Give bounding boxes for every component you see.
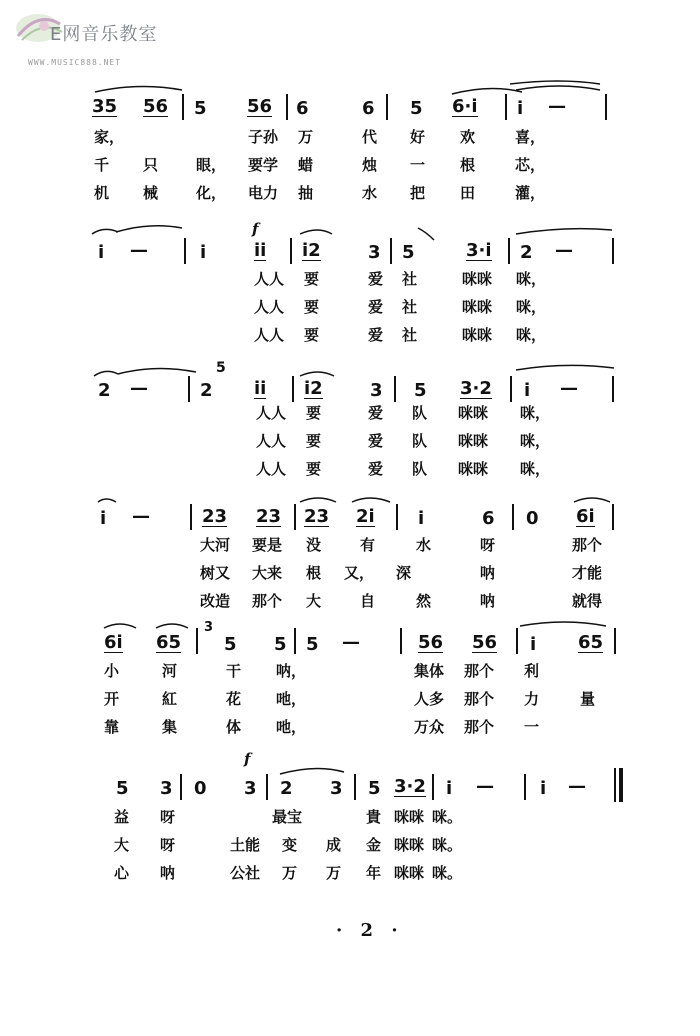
note: 5 [368,778,381,799]
lyric: 利 [524,662,540,680]
barline [266,774,268,800]
lyric: 靠 [104,718,120,736]
barline [524,774,526,800]
dash: — [132,506,150,527]
barline [180,774,182,800]
lyric: 咪。 [432,864,463,882]
lyric: 好 [410,128,426,146]
note: i2 [302,240,321,261]
barline [612,238,614,264]
barline [512,504,514,530]
barline [196,628,198,654]
lyric: 呐 [160,864,176,882]
note: 0 [526,508,539,529]
lyric: 只 [143,156,159,174]
lyric: 灌， [515,184,546,202]
system-3 [0,360,700,480]
lyric: 咪， [516,298,547,316]
lyric: 爱 [368,298,384,316]
lyric: 爱 [368,432,384,450]
lyric: 自 [360,592,376,610]
barline [605,94,607,120]
lyric: 力 [524,690,540,708]
lyric: 咪咪 [394,836,425,854]
lyric: 咪。 [432,808,463,826]
lyric: 花 [226,690,242,708]
system-1 [0,80,700,210]
lyric: 大来 [252,564,283,582]
note: 0 [194,778,207,799]
barline [290,238,292,264]
lyric: 深 [396,564,412,582]
note: 2 [280,778,293,799]
lyric: 那个 [464,662,495,680]
lyric: 人人 [254,270,285,288]
system-4 [0,492,700,612]
note: 56 [418,632,444,653]
lyric: 芯， [515,156,546,174]
note: i [517,98,524,119]
note: 5 [402,242,415,263]
note: 2 [200,380,213,401]
lyric: 那个 [464,718,495,736]
lyric: 貴 [366,808,382,826]
note: i [200,242,207,263]
system-6 [0,748,700,888]
system-6-slurs [0,748,700,788]
note: 3·2 [460,378,492,399]
lyric: 金 [366,836,382,854]
lyric: 变 [282,836,298,854]
lyric: 机 [94,184,110,202]
note: i [530,634,537,655]
lyric: 呐 [480,592,496,610]
lyric: 水 [416,536,432,554]
logo-url: WWW.MUSIC888.NET [28,58,122,67]
lyric: 大河 [200,536,231,554]
lyric: 呀 [160,836,176,854]
dash: — [130,378,148,399]
barline [286,94,288,120]
note: 3 [244,778,257,799]
note: i [540,778,547,799]
lyric: 爱 [368,326,384,344]
note: 5 [274,634,287,655]
lyric: 爱 [368,270,384,288]
dash: — [130,240,148,261]
note: 3 [368,242,381,263]
lyric: 喜， [515,128,546,146]
note: 35 [92,96,118,117]
barline [614,628,616,654]
lyric: 队 [412,404,428,422]
lyric: 电力 [248,184,279,202]
grace-note: 5 [216,360,226,376]
note: 2 [98,380,111,401]
lyric: 吔， [276,718,307,736]
lyric: 队 [412,432,428,450]
note: 6i [104,632,123,653]
lyric: 吔， [276,690,307,708]
lyric: 咪咪 [458,432,489,450]
lyric: 一 [524,718,540,736]
note: ii [254,378,267,399]
lyric: 公社 [230,864,261,882]
dash: — [555,240,573,261]
lyric: 社 [402,270,418,288]
note: i2 [304,378,323,399]
lyric: 田 [460,184,476,202]
barline [508,238,510,264]
barline [396,504,398,530]
note: 3·i [466,240,492,261]
note: 65 [578,632,604,653]
forte-marking: f [252,220,259,238]
lyric: 人人 [254,298,285,316]
lyric: 要 [306,460,322,478]
lyric: 就得 [572,592,603,610]
lyric: 根 [306,564,322,582]
lyric: 万 [326,864,342,882]
lyric: 要 [306,432,322,450]
lyric: 蜡 [298,156,314,174]
barline [390,238,392,264]
lyric: 千 [94,156,110,174]
note: 23 [202,506,228,527]
note: 5 [306,634,319,655]
lyric: 咪， [520,460,551,478]
lyric: 咪咪 [462,298,493,316]
lyric: 代 [362,128,378,146]
lyric: 才能 [572,564,603,582]
lyric: 然 [416,592,432,610]
lyric: 队 [412,460,428,478]
note: 56 [143,96,169,117]
barline [516,628,518,654]
system-5 [0,618,700,738]
barline [292,376,294,402]
note: 2i [356,506,375,527]
lyric: 抽 [298,184,314,202]
lyric: 土能 [230,836,261,854]
lyric: 要 [304,298,320,316]
lyric: 集体 [414,662,445,680]
dash: — [568,776,586,797]
lyric: 欢 [460,128,476,146]
lyric: 心 [114,864,130,882]
lyric: 根 [460,156,476,174]
note: i [98,242,105,263]
lyric: 烛 [362,156,378,174]
lyric: 咪， [516,326,547,344]
note: 5 [414,380,427,401]
dash: — [476,776,494,797]
barline [182,94,184,120]
lyric: 化， [196,184,227,202]
final-barline-thin [614,768,616,802]
lyric: 把 [410,184,426,202]
lyric: 人人 [256,432,287,450]
final-barline-thick [619,768,623,802]
lyric: 要学 [248,156,279,174]
note: 5 [224,634,237,655]
note: 6 [362,98,375,119]
lyric: 眼， [196,156,227,174]
note: i [418,508,425,529]
barline [400,628,402,654]
barline [505,94,507,120]
lyric: 爱 [368,460,384,478]
lyric: 咪， [520,432,551,450]
note: 3 [330,778,343,799]
barline [510,376,512,402]
lyric: 呐， [276,662,307,680]
lyric: 又， [344,564,375,582]
lyric: 树又 [200,564,231,582]
note: 65 [156,632,182,653]
lyric: 那个 [464,690,495,708]
lyric: 人人 [256,460,287,478]
note: i [524,380,531,401]
lyric: 万众 [414,718,445,736]
lyric: 量 [580,690,596,708]
lyric: 人人 [254,326,285,344]
lyric: 要 [304,270,320,288]
lyric: 呐 [480,564,496,582]
lyric: 集 [162,718,178,736]
note: 6 [296,98,309,119]
dash: — [560,378,578,399]
note: 3 [160,778,173,799]
lyric: 要 [306,404,322,422]
lyric: 万 [298,128,314,146]
lyric: 大 [306,592,322,610]
system-2 [0,218,700,348]
lyric: 咪， [516,270,547,288]
note: ii [254,240,267,261]
page-number: · 2 · [336,920,404,941]
lyric: 呀 [160,808,176,826]
lyric: 年 [366,864,382,882]
lyric: 械 [143,184,159,202]
note: 3·2 [394,776,426,797]
barline [184,238,186,264]
note: 6·i [452,96,478,117]
note: 5 [116,778,129,799]
lyric: 有 [360,536,376,554]
note: 23 [256,506,282,527]
note: 6i [576,506,595,527]
note: 6 [482,508,495,529]
lyric: 开 [104,690,120,708]
lyric: 子孙 [248,128,279,146]
note: i [100,508,107,529]
lyric: 没 [306,536,322,554]
barline [294,628,296,654]
lyric: 紅 [162,690,178,708]
lyric: 咪咪 [394,864,425,882]
lyric: 爱 [368,404,384,422]
lyric: 益 [114,808,130,826]
barline [612,376,614,402]
lyric: 大 [114,836,130,854]
lyric: 改造 [200,592,231,610]
note: 23 [304,506,330,527]
barline [294,504,296,530]
note: 5 [194,98,207,119]
lyric: 人多 [414,690,445,708]
lyric: 咪咪 [462,270,493,288]
lyric: 咪咪 [462,326,493,344]
note: 3 [370,380,383,401]
lyric: 咪， [520,404,551,422]
lyric: 咪咪 [458,460,489,478]
lyric: 人人 [256,404,287,422]
note: 56 [247,96,273,117]
note: i [446,778,453,799]
barline [612,504,614,530]
lyric: 家， [94,128,125,146]
logo [8,6,178,68]
system-2-slurs [0,218,700,258]
barline [190,504,192,530]
lyric: 要是 [252,536,283,554]
lyric: 河 [162,662,178,680]
barline [354,774,356,800]
lyric: 成 [326,836,342,854]
dash: — [342,632,360,653]
lyric: 那个 [572,536,603,554]
lyric: 社 [402,298,418,316]
lyric: 干 [226,662,242,680]
note: 5 [410,98,423,119]
forte-marking: f [244,750,251,768]
lyric: 社 [402,326,418,344]
barline [394,376,396,402]
barline [432,774,434,800]
barline [188,376,190,402]
dash: — [548,96,566,117]
lyric: 那个 [252,592,283,610]
lyric: 咪。 [432,836,463,854]
logo-name: E网音乐教室 [50,24,158,45]
lyric: 体 [226,718,242,736]
lyric: 水 [362,184,378,202]
lyric: 一 [410,156,426,174]
grace-note: 3 [204,620,214,635]
lyric: 咪咪 [394,808,425,826]
barline [386,94,388,120]
lyric: 呀 [480,536,496,554]
lyric: 最宝 [272,808,303,826]
lyric: 小 [104,662,120,680]
note: 2 [520,242,533,263]
note: 56 [472,632,498,653]
lyric: 万 [282,864,298,882]
lyric: 要 [304,326,320,344]
lyric: 咪咪 [458,404,489,422]
